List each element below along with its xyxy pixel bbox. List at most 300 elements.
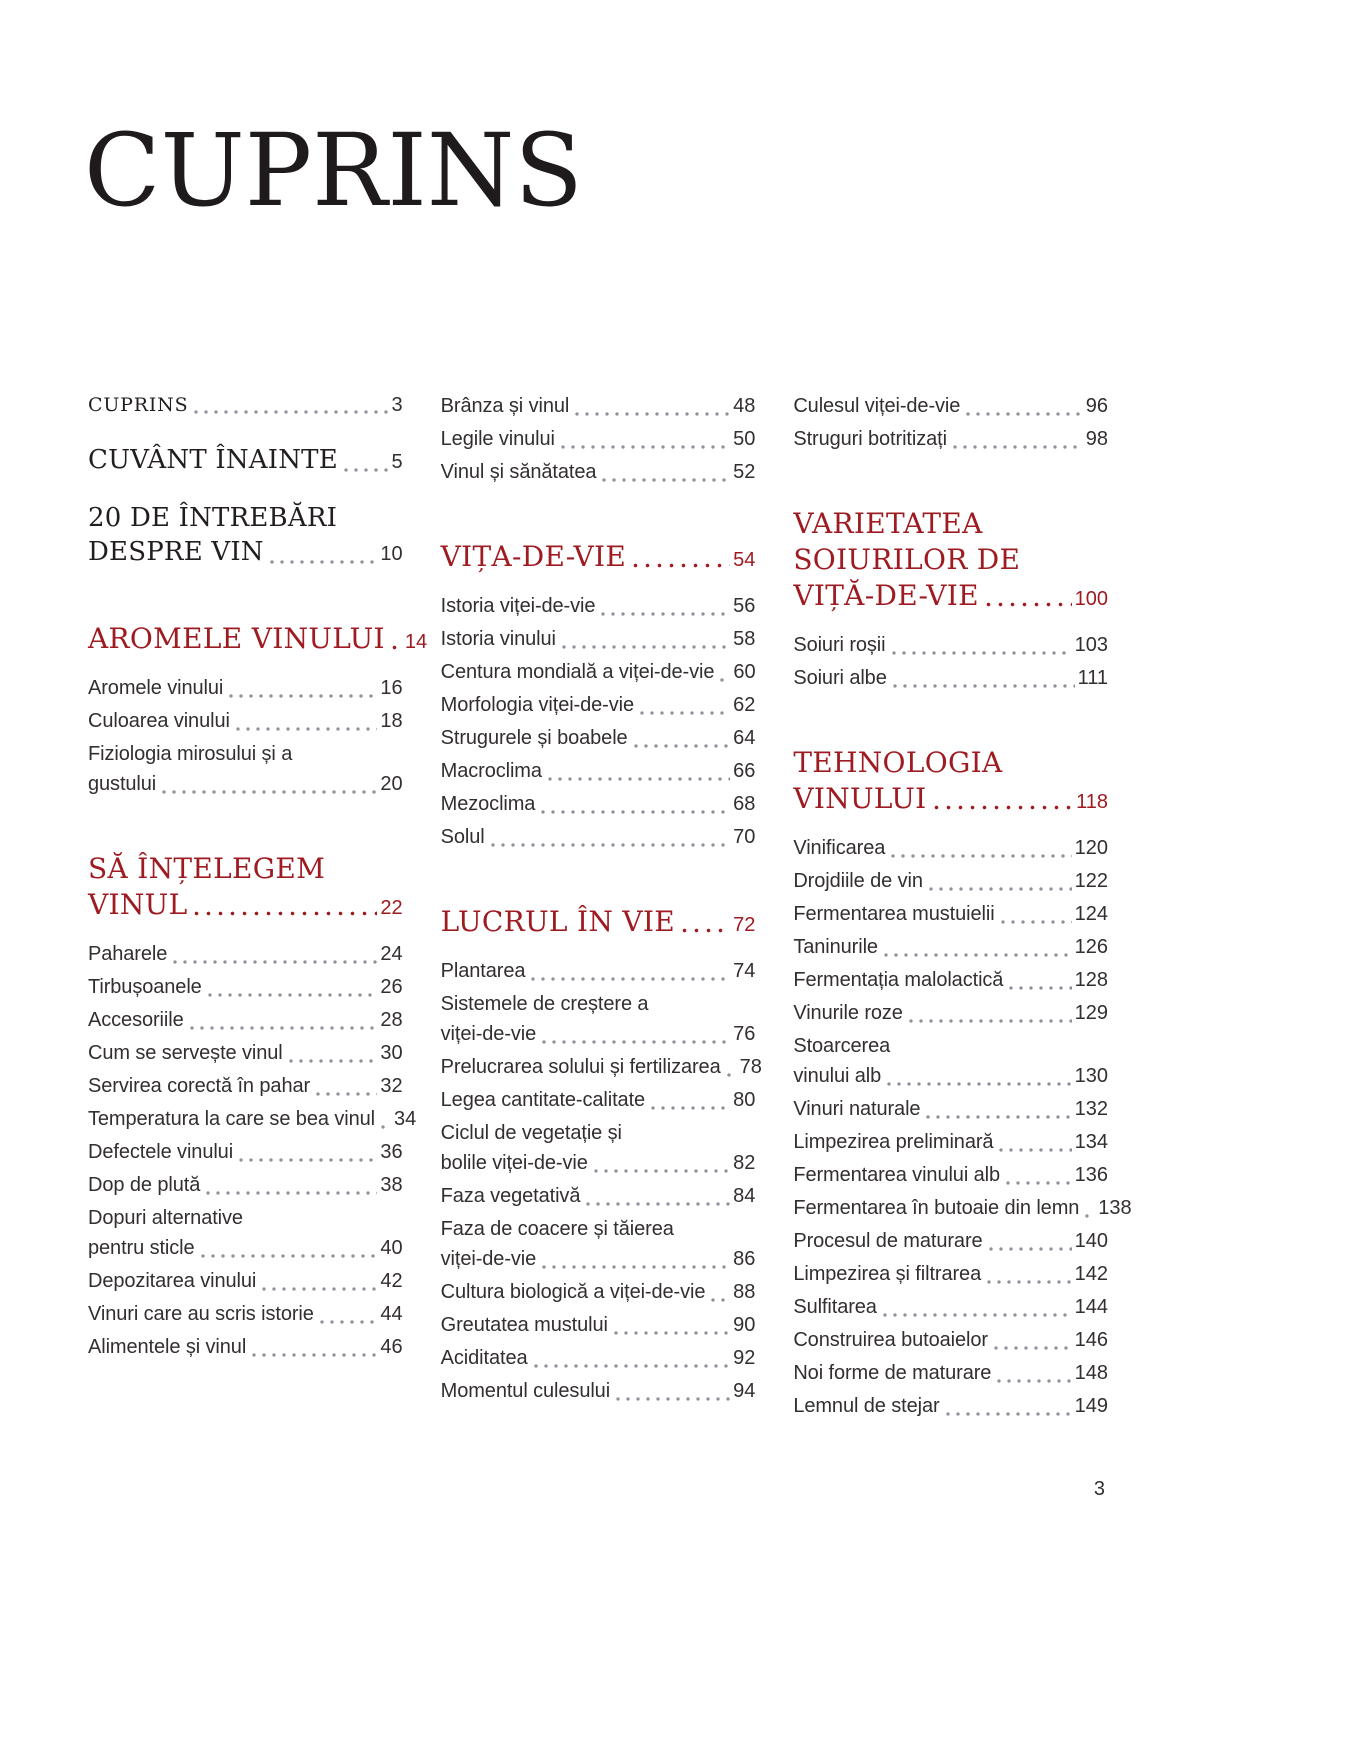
toc-entry-row xyxy=(793,1292,1108,1322)
toc-entry-row xyxy=(441,1085,756,1115)
toc-entry-row xyxy=(441,789,756,819)
dot-leader xyxy=(966,412,1082,416)
toc-entry-row xyxy=(793,1391,1108,1421)
toc-entry-row xyxy=(441,690,756,720)
page-title: CUPRINS xyxy=(84,112,583,229)
toc-page-number: 118 xyxy=(1076,791,1108,813)
toc-entry xyxy=(88,1203,403,1263)
toc-entry-row xyxy=(793,781,1108,817)
dot-leader xyxy=(320,1320,378,1324)
toc-section-heading xyxy=(88,851,403,923)
toc-entry xyxy=(88,972,403,1002)
toc-page-number: 58 xyxy=(733,628,756,650)
toc-entry-row xyxy=(88,1071,403,1101)
toc-entry-label: Construirea butoaielor xyxy=(793,1329,988,1351)
toc-entry-row xyxy=(88,1104,417,1134)
toc-page-number: 20 xyxy=(380,773,403,795)
toc-entry-label: Defectele vinului xyxy=(88,1141,234,1163)
dot-leader xyxy=(194,911,377,916)
toc-entry xyxy=(793,1325,1108,1355)
toc-entry xyxy=(441,690,756,720)
toc-entry-row xyxy=(793,1358,1108,1388)
dot-leader xyxy=(651,1106,730,1110)
toc-entry-label: Fermentarea vinului alb xyxy=(793,1164,1001,1186)
dot-leader xyxy=(926,1115,1071,1119)
toc-entry xyxy=(793,965,1108,995)
toc-entry xyxy=(88,1104,417,1134)
toc-entry-line: 20 DE ÎNTREBĂRI xyxy=(88,503,338,533)
toc-page-number: 38 xyxy=(380,1174,403,1196)
toc-page-number: 138 xyxy=(1098,1197,1132,1219)
dot-leader xyxy=(561,445,730,449)
toc-entry-label: Plantarea xyxy=(440,960,526,982)
toc-page-number: 30 xyxy=(380,1042,403,1064)
toc-entry-row xyxy=(793,866,1108,896)
toc-page-number: 129 xyxy=(1074,1002,1108,1024)
toc-entry-row xyxy=(441,1244,756,1274)
toc-entry-row xyxy=(88,887,403,923)
dot-leader xyxy=(381,1125,391,1129)
dot-leader xyxy=(531,977,730,981)
toc-entry-row xyxy=(88,1005,403,1035)
toc-page-number: 136 xyxy=(1074,1164,1108,1186)
toc-entry-row xyxy=(793,1127,1108,1157)
toc-entry-line: Fiziologia mirosului și a xyxy=(88,743,293,765)
dot-leader xyxy=(289,1059,378,1063)
toc-page-number: 100 xyxy=(1074,588,1108,610)
toc-entry xyxy=(793,899,1108,929)
dot-leader xyxy=(1001,920,1072,924)
dot-leader xyxy=(173,960,377,964)
toc-entry-label: Fermentația malolactică xyxy=(793,969,1004,991)
toc-entry-row xyxy=(88,443,403,477)
toc-entry xyxy=(441,424,756,454)
toc-page-number: 48 xyxy=(733,395,756,417)
toc-entry-line: Faza de coacere și tăierea xyxy=(440,1218,674,1240)
toc-entry-label: Depozitarea vinului xyxy=(88,1270,257,1292)
dot-leader xyxy=(640,711,730,715)
toc-entry-label: Solul xyxy=(440,826,485,848)
toc-entry-row xyxy=(88,972,403,1002)
toc-entry xyxy=(88,706,403,736)
toc-columns xyxy=(88,391,1132,1424)
toc-page-number: 144 xyxy=(1074,1296,1108,1318)
dot-leader xyxy=(997,1379,1071,1383)
toc-entry-label: Limpezirea preliminară xyxy=(793,1131,994,1153)
dot-leader xyxy=(934,805,1074,810)
toc-page-number: 142 xyxy=(1074,1263,1108,1285)
dot-leader xyxy=(548,777,730,781)
toc-page-number: 94 xyxy=(733,1380,756,1402)
toc-entry-row xyxy=(441,1148,756,1178)
toc-entry-label: Fermentarea în butoaie din lemn xyxy=(793,1197,1080,1219)
toc-entry-row xyxy=(88,706,403,736)
toc-page-number: 64 xyxy=(733,727,756,749)
toc-page-number: 42 xyxy=(380,1270,403,1292)
toc-entry-row xyxy=(793,424,1108,454)
dot-leader xyxy=(541,810,730,814)
dot-leader xyxy=(616,1397,730,1401)
toc-entry-row xyxy=(88,1299,403,1329)
toc-entry xyxy=(793,630,1108,660)
toc-page-number: 96 xyxy=(1085,395,1108,417)
toc-entry-line: SOIURILOR DE xyxy=(793,543,1021,576)
toc-entry-row xyxy=(441,756,756,786)
dot-leader xyxy=(575,412,730,416)
dot-leader xyxy=(892,651,1072,655)
dot-leader xyxy=(601,612,730,616)
toc-entry-label: Vinurile roze xyxy=(793,1002,903,1024)
toc-entry-label: Cum se servește vinul xyxy=(88,1042,283,1064)
toc-entry xyxy=(88,739,403,799)
toc-entry-label: gustului xyxy=(88,773,157,795)
dot-leader xyxy=(201,1254,378,1258)
toc-entry xyxy=(441,989,756,1049)
toc-page-number: 70 xyxy=(733,826,756,848)
toc-entry xyxy=(793,1127,1108,1157)
dot-leader xyxy=(236,727,378,731)
toc-entry xyxy=(793,1193,1132,1223)
toc-page-number: 88 xyxy=(733,1281,756,1303)
toc-entry-label: Prelucrarea solului și fertilizarea xyxy=(440,1056,721,1078)
toc-page-number: 32 xyxy=(380,1075,403,1097)
toc-entry xyxy=(88,1071,403,1101)
dot-leader xyxy=(987,1280,1072,1284)
toc-entry xyxy=(88,1137,403,1167)
toc-page-number: 22 xyxy=(380,897,403,919)
page-footer-number: 3 xyxy=(1093,1478,1105,1500)
dot-leader xyxy=(884,953,1072,957)
toc-page-number: 82 xyxy=(733,1152,756,1174)
toc-entry-label: bolile viței-de-vie xyxy=(440,1152,588,1174)
toc-section-heading xyxy=(441,539,756,575)
dot-leader xyxy=(994,1346,1072,1350)
toc-entry-row xyxy=(441,657,756,687)
toc-entry xyxy=(441,822,756,852)
toc-entry-row xyxy=(441,1343,756,1373)
dot-leader xyxy=(989,1247,1072,1251)
toc-entry xyxy=(793,1160,1108,1190)
toc-entry-label: LUCRUL ÎN VIE xyxy=(440,905,675,938)
dot-leader xyxy=(999,1148,1071,1152)
toc-entry xyxy=(440,1052,762,1082)
toc-entry-label: Accesoriile xyxy=(88,1009,184,1031)
toc-entry xyxy=(793,1031,1108,1091)
toc-page-number: 146 xyxy=(1074,1329,1108,1351)
dot-leader xyxy=(392,645,402,650)
toc-entry-row xyxy=(88,391,403,419)
toc-page-number: 28 xyxy=(380,1009,403,1031)
toc-entry-row xyxy=(88,1233,403,1263)
toc-entry-label: Mezoclima xyxy=(440,793,536,815)
toc-entry-row xyxy=(793,998,1108,1028)
toc-section-heading xyxy=(793,506,1108,614)
toc-page-number: 80 xyxy=(733,1089,756,1111)
toc-page-number: 76 xyxy=(733,1023,756,1045)
toc-entry-row xyxy=(441,822,756,852)
toc-entry-label: Legile vinului xyxy=(440,428,555,450)
dot-leader xyxy=(542,1265,730,1269)
dot-leader xyxy=(542,1040,730,1044)
toc-page-number: 62 xyxy=(733,694,756,716)
toc-entry-row xyxy=(793,1160,1108,1190)
toc-page-number: 60 xyxy=(733,661,756,683)
dot-leader xyxy=(252,1353,377,1357)
toc-entry xyxy=(88,1299,403,1329)
toc-entry-row xyxy=(441,1277,756,1307)
toc-page-number: 86 xyxy=(733,1248,756,1270)
toc-page-number: 84 xyxy=(733,1185,756,1207)
toc-page-number: 16 xyxy=(380,677,403,699)
toc-entry-label: AROMELE VINULUI xyxy=(88,622,385,655)
toc-entry-label: Vinificarea xyxy=(793,837,886,859)
dot-leader xyxy=(190,1026,378,1030)
toc-entry-row xyxy=(793,965,1108,995)
toc-entry-row xyxy=(793,391,1108,421)
toc-page-number: 92 xyxy=(733,1347,756,1369)
toc-entry-row xyxy=(793,1325,1108,1355)
toc-entry-row xyxy=(441,1376,756,1406)
dot-leader xyxy=(929,887,1072,891)
toc-entry xyxy=(88,391,403,419)
toc-page-number: 24 xyxy=(380,943,403,965)
dot-leader xyxy=(239,1158,377,1162)
toc-page-number: 72 xyxy=(733,914,756,936)
toc-entry-row xyxy=(441,1181,756,1211)
dot-leader xyxy=(594,1169,730,1173)
toc-entry-label: Sulfitarea xyxy=(793,1296,877,1318)
toc-entry-label: VINULUI xyxy=(793,782,927,815)
toc-entry-row xyxy=(441,591,756,621)
toc-page-number: 130 xyxy=(1074,1065,1108,1087)
toc-entry-line: Sistemele de creștere a xyxy=(440,993,649,1015)
toc-entry-label: vinului alb xyxy=(793,1065,882,1087)
dot-leader xyxy=(883,1313,1072,1317)
dot-leader xyxy=(711,1298,730,1302)
toc-entry xyxy=(88,501,403,569)
toc-entry-label: Strugurele și boabele xyxy=(440,727,628,749)
toc-entry xyxy=(88,1332,403,1362)
dot-leader xyxy=(1085,1214,1095,1218)
toc-page-number: 10 xyxy=(380,543,403,565)
toc-entry xyxy=(88,1005,403,1035)
toc-entry xyxy=(441,391,756,421)
toc-entry-row xyxy=(441,424,756,454)
toc-entry-label: Noi forme de maturare xyxy=(793,1362,992,1384)
toc-entry-row xyxy=(441,956,756,986)
toc-entry-label: Aromele vinului xyxy=(88,677,224,699)
toc-entry xyxy=(441,789,756,819)
toc-entry xyxy=(88,1170,403,1200)
toc-entry-row xyxy=(793,932,1108,962)
toc-entry-line: VARIETATEA xyxy=(793,507,983,540)
dot-leader xyxy=(162,790,377,794)
toc-entry-row xyxy=(793,1259,1108,1289)
dot-leader xyxy=(893,684,1075,688)
toc-page-number: 148 xyxy=(1074,1362,1108,1384)
toc-column-2 xyxy=(440,391,762,1424)
toc-entry-label: Culoarea vinului xyxy=(88,710,230,732)
toc-page-number: 122 xyxy=(1074,870,1108,892)
toc-entry xyxy=(793,866,1108,896)
toc-entry-label: Fermentarea mustuielii xyxy=(793,903,995,925)
toc-entry-row xyxy=(88,1038,403,1068)
toc-entry-row xyxy=(441,1019,756,1049)
toc-entry xyxy=(441,956,756,986)
toc-entry xyxy=(793,391,1108,421)
toc-entry-row xyxy=(793,833,1108,863)
toc-page-number: 149 xyxy=(1074,1395,1108,1417)
toc-page-number: 56 xyxy=(733,595,756,617)
toc-page-number: 90 xyxy=(733,1314,756,1336)
toc-entry-label: Momentul culesului xyxy=(440,1380,611,1402)
toc-page-number: 111 xyxy=(1077,667,1108,689)
toc-entry-label: VIȚA-DE-VIE xyxy=(440,540,627,573)
dot-leader xyxy=(946,1412,1072,1416)
toc-entry-label: Vinuri care au scris istorie xyxy=(88,1303,314,1325)
toc-entry xyxy=(793,1259,1108,1289)
dot-leader xyxy=(229,694,377,698)
toc-entry xyxy=(793,1391,1108,1421)
dot-leader xyxy=(344,468,389,472)
toc-entry xyxy=(793,1094,1108,1124)
toc-entry-label: Brânza și vinul xyxy=(440,395,570,417)
toc-page-number: 68 xyxy=(733,793,756,815)
dot-leader xyxy=(909,1019,1072,1023)
toc-page-number: 74 xyxy=(733,960,756,982)
toc-entry xyxy=(88,1038,403,1068)
toc-entry-label: CUPRINS xyxy=(88,394,189,416)
toc-column-1 xyxy=(88,391,428,1424)
toc-entry xyxy=(441,457,756,487)
toc-page-number: 126 xyxy=(1074,936,1108,958)
toc-entry-line: Ciclul de vegetație și xyxy=(440,1122,622,1144)
toc-entry-line: TEHNOLOGIA xyxy=(793,746,1003,779)
toc-entry xyxy=(793,833,1108,863)
toc-entry-label: VINUL xyxy=(88,888,188,921)
toc-entry xyxy=(441,1376,756,1406)
toc-entry-row xyxy=(793,630,1108,660)
dot-leader xyxy=(316,1092,377,1096)
dot-leader xyxy=(194,410,388,414)
toc-page-number: 3 xyxy=(391,394,403,416)
toc-entry xyxy=(88,1266,403,1296)
toc-entry-row xyxy=(441,904,756,940)
toc-page-number: 52 xyxy=(733,461,756,483)
toc-entry-label: Istoria vinului xyxy=(440,628,556,650)
toc-entry xyxy=(441,723,756,753)
toc-page-number: 120 xyxy=(1074,837,1108,859)
dot-leader xyxy=(614,1331,730,1335)
dot-leader xyxy=(491,843,730,847)
toc-entry xyxy=(441,1277,756,1307)
toc-entry-row xyxy=(793,578,1108,614)
toc-entry-row xyxy=(441,391,756,421)
toc-page-number: 34 xyxy=(393,1108,417,1130)
toc-entry xyxy=(441,1181,756,1211)
toc-entry-row xyxy=(793,1226,1108,1256)
toc-page-number: 40 xyxy=(380,1237,403,1259)
toc-entry-label: Aciditatea xyxy=(440,1347,528,1369)
toc-entry-row xyxy=(793,1094,1108,1124)
toc-entry xyxy=(793,663,1108,693)
toc-entry-row xyxy=(88,1170,403,1200)
dot-leader xyxy=(262,1287,377,1291)
toc-entry xyxy=(793,998,1108,1028)
toc-entry-row xyxy=(88,1266,403,1296)
toc-entry-label: pentru sticle xyxy=(88,1237,195,1259)
toc-entry xyxy=(441,657,756,687)
toc-entry-line: Stoarcerea xyxy=(793,1035,891,1057)
toc-entry-row xyxy=(441,539,756,575)
toc-entry-label: Vinuri naturale xyxy=(793,1098,921,1120)
toc-entry-row xyxy=(793,1061,1108,1091)
toc-entry xyxy=(441,1343,756,1373)
toc-section-heading xyxy=(441,904,756,940)
toc-entry-row xyxy=(88,673,403,703)
toc-entry-label: Lemnul de stejar xyxy=(793,1395,940,1417)
toc-entry-label: Paharele xyxy=(88,943,168,965)
dot-leader xyxy=(602,478,730,482)
toc-entry-label: Struguri botritizați xyxy=(793,428,947,450)
toc-entry-label: Limpezirea și filtrarea xyxy=(793,1263,982,1285)
toc-entry xyxy=(793,1358,1108,1388)
dot-leader xyxy=(634,744,731,748)
toc-page-number: 5 xyxy=(391,451,403,473)
toc-page-number: 140 xyxy=(1074,1230,1108,1252)
toc-entry-label: Soiuri roșii xyxy=(793,634,886,656)
toc-entry-row xyxy=(441,723,756,753)
toc-entry xyxy=(441,1214,756,1274)
toc-entry-row xyxy=(88,939,403,969)
toc-entry-label: Taninurile xyxy=(793,936,878,958)
toc-page-number: 124 xyxy=(1074,903,1108,925)
toc-entry-label: Drojdiile de vin xyxy=(793,870,923,892)
toc-entry xyxy=(441,591,756,621)
toc-entry-label: Greutatea mustului xyxy=(440,1314,608,1336)
toc-entry-row xyxy=(793,1193,1132,1223)
toc-page-number: 132 xyxy=(1074,1098,1108,1120)
toc-entry-row xyxy=(441,457,756,487)
toc-entry-label: CUVÂNT ÎNAINTE xyxy=(88,445,338,475)
dot-leader xyxy=(633,563,730,568)
toc-entry-row xyxy=(88,1332,403,1362)
toc-entry-label: Legea cantitate-calitate xyxy=(440,1089,646,1111)
toc-entry-row xyxy=(793,899,1108,929)
toc-page-number: 50 xyxy=(733,428,756,450)
toc-page-number: 66 xyxy=(733,760,756,782)
dot-leader xyxy=(206,1191,377,1195)
toc-entry-label: Istoria viței-de-vie xyxy=(440,595,596,617)
toc-entry-label: Alimentele și vinul xyxy=(88,1336,247,1358)
toc-entry-row xyxy=(88,621,428,657)
dot-leader xyxy=(953,445,1083,449)
toc-page-number: 36 xyxy=(380,1141,403,1163)
toc-entry xyxy=(441,1085,756,1115)
dot-leader xyxy=(270,560,378,564)
toc-entry-row xyxy=(88,535,403,569)
toc-entry-label: Macroclima xyxy=(440,760,542,782)
toc-section-heading xyxy=(793,745,1108,817)
toc-page-number: 103 xyxy=(1074,634,1108,656)
toc-entry xyxy=(441,756,756,786)
toc-entry xyxy=(441,1118,756,1178)
toc-page-number: 14 xyxy=(404,631,428,653)
toc-entry-label: Faza vegetativă xyxy=(440,1185,581,1207)
toc-page-number: 44 xyxy=(380,1303,403,1325)
toc-entry-line: SĂ ÎNȚELEGEM xyxy=(88,852,326,885)
toc-entry-row xyxy=(440,1052,762,1082)
